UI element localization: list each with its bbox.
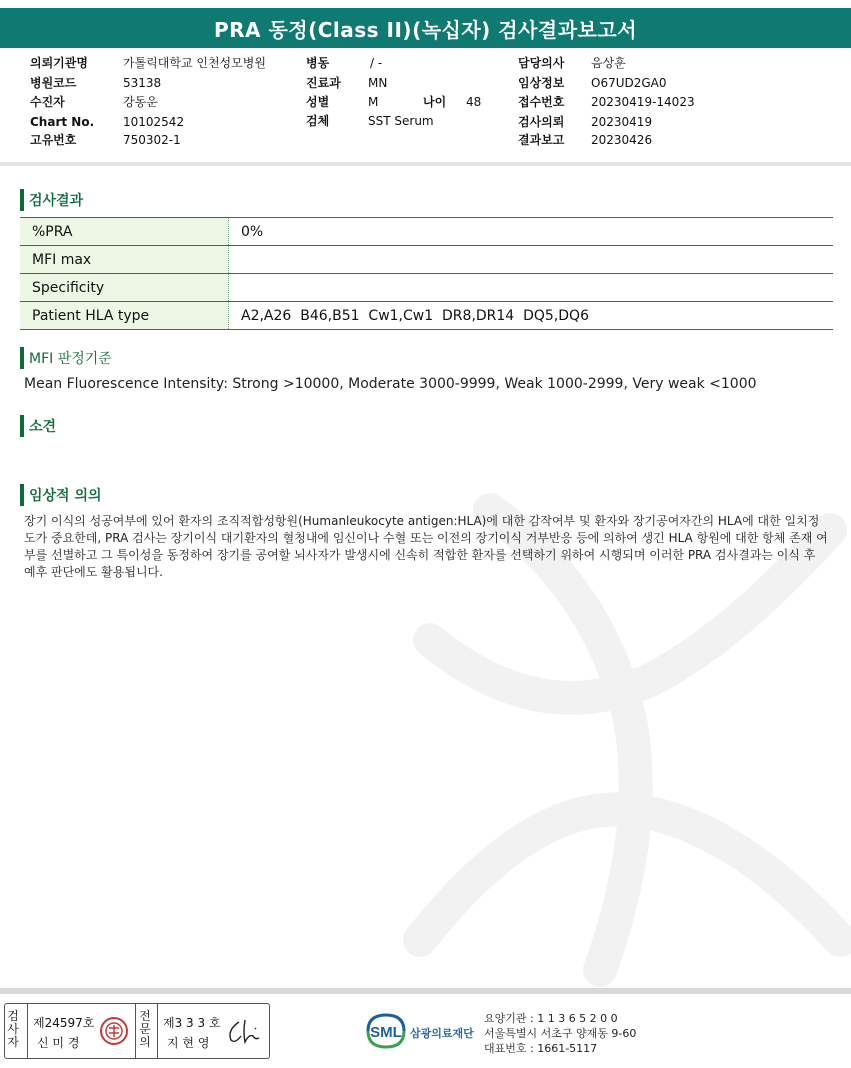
label-specimen: 검체: [306, 114, 330, 128]
examiner-title: 검사자: [7, 1009, 19, 1049]
result-name: %PRA: [20, 218, 229, 246]
label-department: 진료과: [306, 76, 341, 90]
divider: [157, 1004, 158, 1058]
label-sex: 성별: [306, 95, 330, 109]
value-hospital-code: 53138: [123, 76, 162, 90]
value-clinical-info: O67UD2GA0: [591, 76, 667, 90]
table-row: [20, 274, 833, 302]
result-value: 0%: [229, 218, 834, 246]
organization-phone: 대표번호 : 1661-5117: [484, 1042, 598, 1055]
section-clinical-heading: [20, 483, 102, 507]
label-patient-name: 수진자: [30, 95, 65, 109]
section-marker: [20, 415, 24, 437]
result-value: [229, 246, 834, 274]
examiner-name: 신 미 경: [37, 1036, 80, 1050]
value-doctor: 음상훈: [591, 56, 626, 70]
section-result-heading: [20, 188, 83, 212]
section-marker: [20, 347, 24, 369]
label-hospital-code: 병원코드: [30, 76, 77, 90]
value-result-report: 20230426: [591, 133, 653, 147]
sml-logo-icon: [364, 1011, 408, 1051]
divider: [27, 1004, 28, 1058]
footer-divider: [0, 988, 851, 994]
label-receipt-no: 접수번호: [518, 95, 565, 109]
result-name: Specificity: [20, 274, 229, 302]
signature-box: [4, 1003, 270, 1059]
label-chart-no: Chart No.: [30, 115, 95, 129]
value-ward: / -: [370, 56, 383, 70]
label-doctor: 담당의사: [518, 56, 565, 70]
value-specimen: SST Serum: [368, 114, 434, 128]
value-chart-no: 10102542: [123, 115, 185, 129]
patient-info: [0, 0, 851, 160]
svg-text:SML: SML: [370, 1024, 402, 1041]
table-row: [20, 302, 833, 330]
section-opinion-title: 소견: [29, 419, 57, 435]
specialist-license-no: 제3 3 3 호: [163, 1016, 221, 1030]
examiner-license-no: 제24597호: [33, 1016, 95, 1030]
section-result-title: 검사결과: [29, 193, 84, 209]
section-mfi-title: MFI 판정기준: [29, 351, 112, 367]
value-age: 48: [466, 95, 482, 109]
specialist-signature: [225, 1016, 263, 1048]
organization-info: [484, 1011, 636, 1056]
result-value: [229, 274, 834, 302]
organization-address: 서울특별시 서초구 양재동 9-60: [484, 1027, 637, 1040]
label-age: 나이: [423, 95, 447, 109]
section-clinical-title: 임상적 의의: [29, 488, 102, 504]
section-marker: [20, 189, 24, 211]
clinical-significance-text: 장기 이식의 성공여부에 있어 환자의 조직적합성항원(Humanleukocyte antigen:HLA)에 대한 감작여부 및 환자와 장기공여자간의 HLA에 대한 일치정도가 중요한데, PRA 검사는 장기이식 대기환자의 혈청내에 임신이나 수혈 또는 이전의 장기이식 거부반응 등에 의하여 생긴 HLA 항원에 대한 항체 존재 여부를 선별하고 그 특이성을 동정하여 장기를 공여할 뇌사자가 발생시에 신속히 적합한 환자를 선택하기 위하여 시행되며 이러한 PRA 검사결과는 이식 후 예후 판단에도 활용됩니다.: [24, 514, 828, 579]
label-requesting-institution: 의뢰기관명: [30, 56, 88, 70]
mfi-criteria-text: Mean Fluorescence Intensity: Strong >10000, Moderate 3000-9999, Weak 1000-2999, Very weak <1000: [24, 376, 757, 392]
result-name: MFI max: [20, 246, 229, 274]
value-unique-no: 750302-1: [123, 133, 181, 147]
value-patient-name: 강동운: [123, 95, 158, 109]
specialist-name: 지 현 영: [167, 1036, 210, 1050]
section-opinion-heading: [20, 414, 56, 438]
value-test-request: 20230419: [591, 115, 653, 129]
label-ward: 병동: [306, 56, 330, 70]
organization-name: 삼광의료재단: [410, 1027, 474, 1040]
examiner-seal-stamp: [99, 1016, 129, 1046]
value-sex: M: [368, 95, 379, 109]
value-receipt-no: 20230419-14023: [591, 95, 695, 109]
table-row: [20, 218, 833, 246]
table-row: [20, 246, 833, 274]
result-value: A2,A26 B46,B51 Cw1,Cw1 DR8,DR14 DQ5,DQ6: [229, 302, 834, 330]
label-unique-no: 고유번호: [30, 133, 77, 147]
divider: [135, 1004, 136, 1058]
section-marker: [20, 484, 24, 506]
report-title: PRA 동정(Class II)(녹십자) 검사결과보고서: [0, 8, 851, 48]
result-name: Patient HLA type: [20, 302, 229, 330]
value-department: MN: [368, 76, 388, 90]
label-result-report: 결과보고: [518, 133, 565, 147]
label-clinical-info: 임상정보: [518, 76, 565, 90]
value-requesting-institution: 가톨릭대학교 인천성모병원: [123, 56, 266, 70]
organization-code: 요양기관 : 1 1 3 6 5 2 0 0: [484, 1012, 618, 1025]
result-table: [20, 217, 833, 330]
specialist-title: 전문의: [139, 1009, 151, 1049]
label-test-request: 검사의뢰: [518, 115, 565, 129]
section-mfi-heading: [20, 346, 112, 370]
header-divider: [0, 162, 851, 166]
